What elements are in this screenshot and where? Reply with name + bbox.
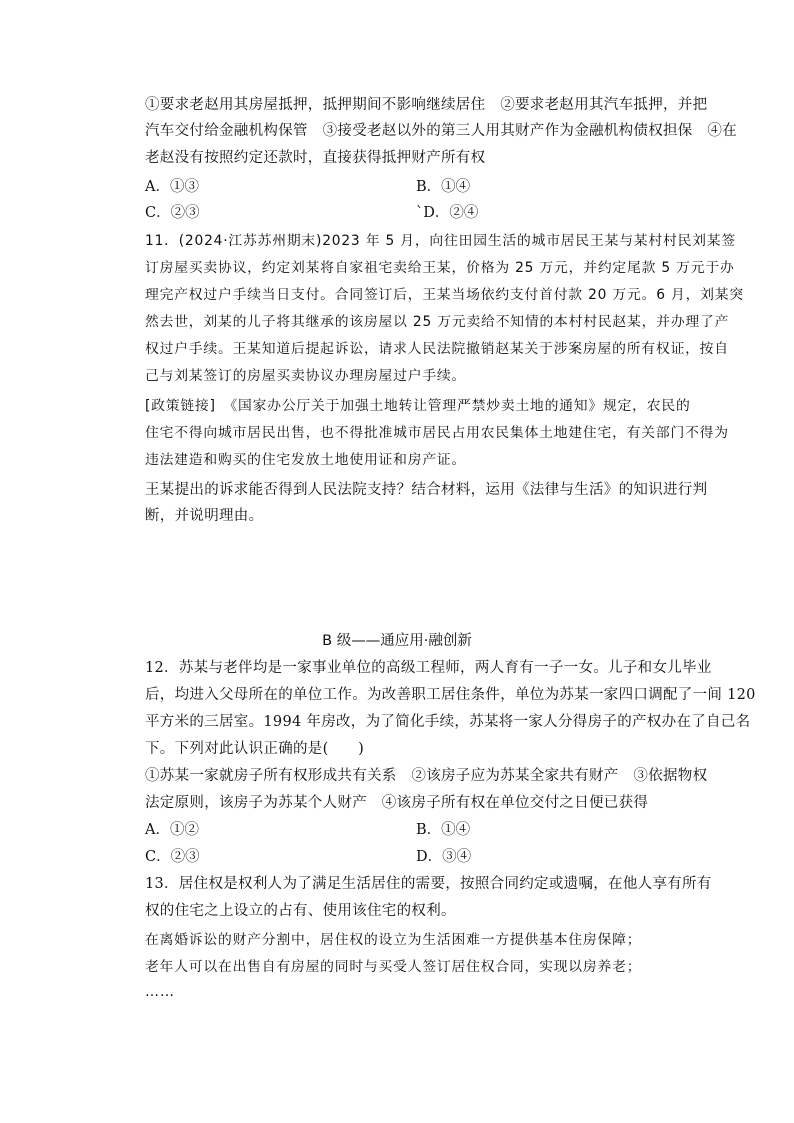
q11-stem-line: 11．(2024·江苏苏州期末)2023 年 5 月，向往田园生活的城市居民王某与某村村民刘某签 bbox=[145, 233, 736, 249]
q11-stem-line: 己与刘某签订的房屋买卖协议办理房屋过户手续。 bbox=[145, 368, 467, 384]
q12-option-a[interactable]: A．①② bbox=[145, 822, 199, 838]
q11-stem-line: 然去世，刘某的儿子将其继承的该房屋以 25 万元卖给不知情的本村村民赵某，并办理了产 bbox=[145, 314, 730, 330]
q13-material-line: 老年人可以在出售自有房屋的同时与买受人签订居住权合同，实现以房养老； bbox=[145, 959, 642, 975]
q10-option-a[interactable]: A．①③ bbox=[145, 179, 199, 195]
q11-stem-line: 理完产权过户手续当日支付。合同签订后，王某当场依约支付首付款 20 万元。6 月，刘某突 bbox=[145, 287, 744, 303]
q12-stem-line: 12．苏某与老伴均是一家事业单位的高级工程师，两人育有一子一女。儿子和女儿毕业 bbox=[145, 660, 712, 676]
q10-option-d[interactable]: `D．②④ bbox=[416, 205, 479, 221]
q12-stem-line: 后，均进入父母所在的单位工作。为改善职工居住条件，单位为苏某一家四口调配了一间 120 bbox=[145, 687, 756, 703]
q12-statement-line: ①苏某一家就房子所有权形成共有关系 ②该房子应为苏某全家共有财产 ③依据物权 bbox=[145, 768, 708, 784]
q10-option-c[interactable]: C．②③ bbox=[145, 205, 200, 221]
q13-material-ellipsis: …… bbox=[145, 984, 175, 1000]
q12-option-b[interactable]: B．①④ bbox=[416, 822, 471, 838]
q12-option-d[interactable]: D．③④ bbox=[416, 849, 472, 865]
q11-policy-line: [政策链接] 《国家办公厅关于加强土地转让管理严禁炒卖土地的通知》规定，农民的 bbox=[145, 398, 691, 414]
q11-stem-line: 权过户手续。王某知道后提起诉讼，请求人民法院撤销赵某关于涉案房屋的所有权证，按自 bbox=[145, 341, 729, 357]
q10-statement-line: ①要求老赵用其房屋抵押，抵押期间不影响继续居住 ②要求老赵用其汽车抵押，并把 bbox=[145, 97, 708, 113]
q13-material-line: 在离婚诉讼的财产分割中，居住权的设立为生活困难一方提供基本住房保障； bbox=[145, 932, 642, 948]
q10-option-b[interactable]: B．①④ bbox=[416, 179, 471, 195]
q11-question-line: 断，并说明理由。 bbox=[145, 508, 264, 524]
q12-option-c[interactable]: C．②③ bbox=[145, 849, 200, 865]
q13-stem-line: 权的住宅之上设立的占有、使用该住宅的权利。 bbox=[145, 903, 456, 919]
q10-statement-line: 汽车交付给金融机构保管 ③接受老赵以外的第三人用其财产作为金融机构债权担保 ④在 bbox=[145, 123, 737, 139]
q11-policy-line: 住宅不得向城市居民出售，也不得批准城市居民占用农民集体土地建住宅，有关部门不得为 bbox=[145, 425, 729, 441]
section-b-title: B 级——通应用·融创新 bbox=[322, 633, 472, 649]
q10-statement-line: 老赵没有按照约定还款时，直接获得抵押财产所有权 bbox=[145, 150, 486, 166]
q11-stem-line: 订房屋买卖协议，约定刘某将自家祖宅卖给王某，价格为 25 万元，并约定尾款 5 万元于办 bbox=[145, 260, 735, 276]
q11-question-line: 王某提出的诉求能否得到人民法院支持？结合材料，运用《法律与生活》的知识进行判 bbox=[145, 482, 708, 498]
q12-statement-line: 法定原则，该房子为苏某个人财产 ④该房子所有权在单位交付之日便已获得 bbox=[145, 795, 649, 811]
q13-stem-line: 13．居住权是权利人为了满足生活居住的需要，按照合同约定或遗嘱，在他人享有所有 bbox=[145, 876, 712, 892]
q12-stem-line: 下。下列对此认识正确的是( ) bbox=[145, 741, 365, 757]
q11-policy-line: 违法建造和购买的住宅发放土地使用证和房产证。 bbox=[145, 452, 467, 468]
q12-stem-line: 平方米的三居室。1994 年房改，为了简化手续，苏某将一家人分得房子的产权办在了自己名 bbox=[145, 714, 751, 730]
